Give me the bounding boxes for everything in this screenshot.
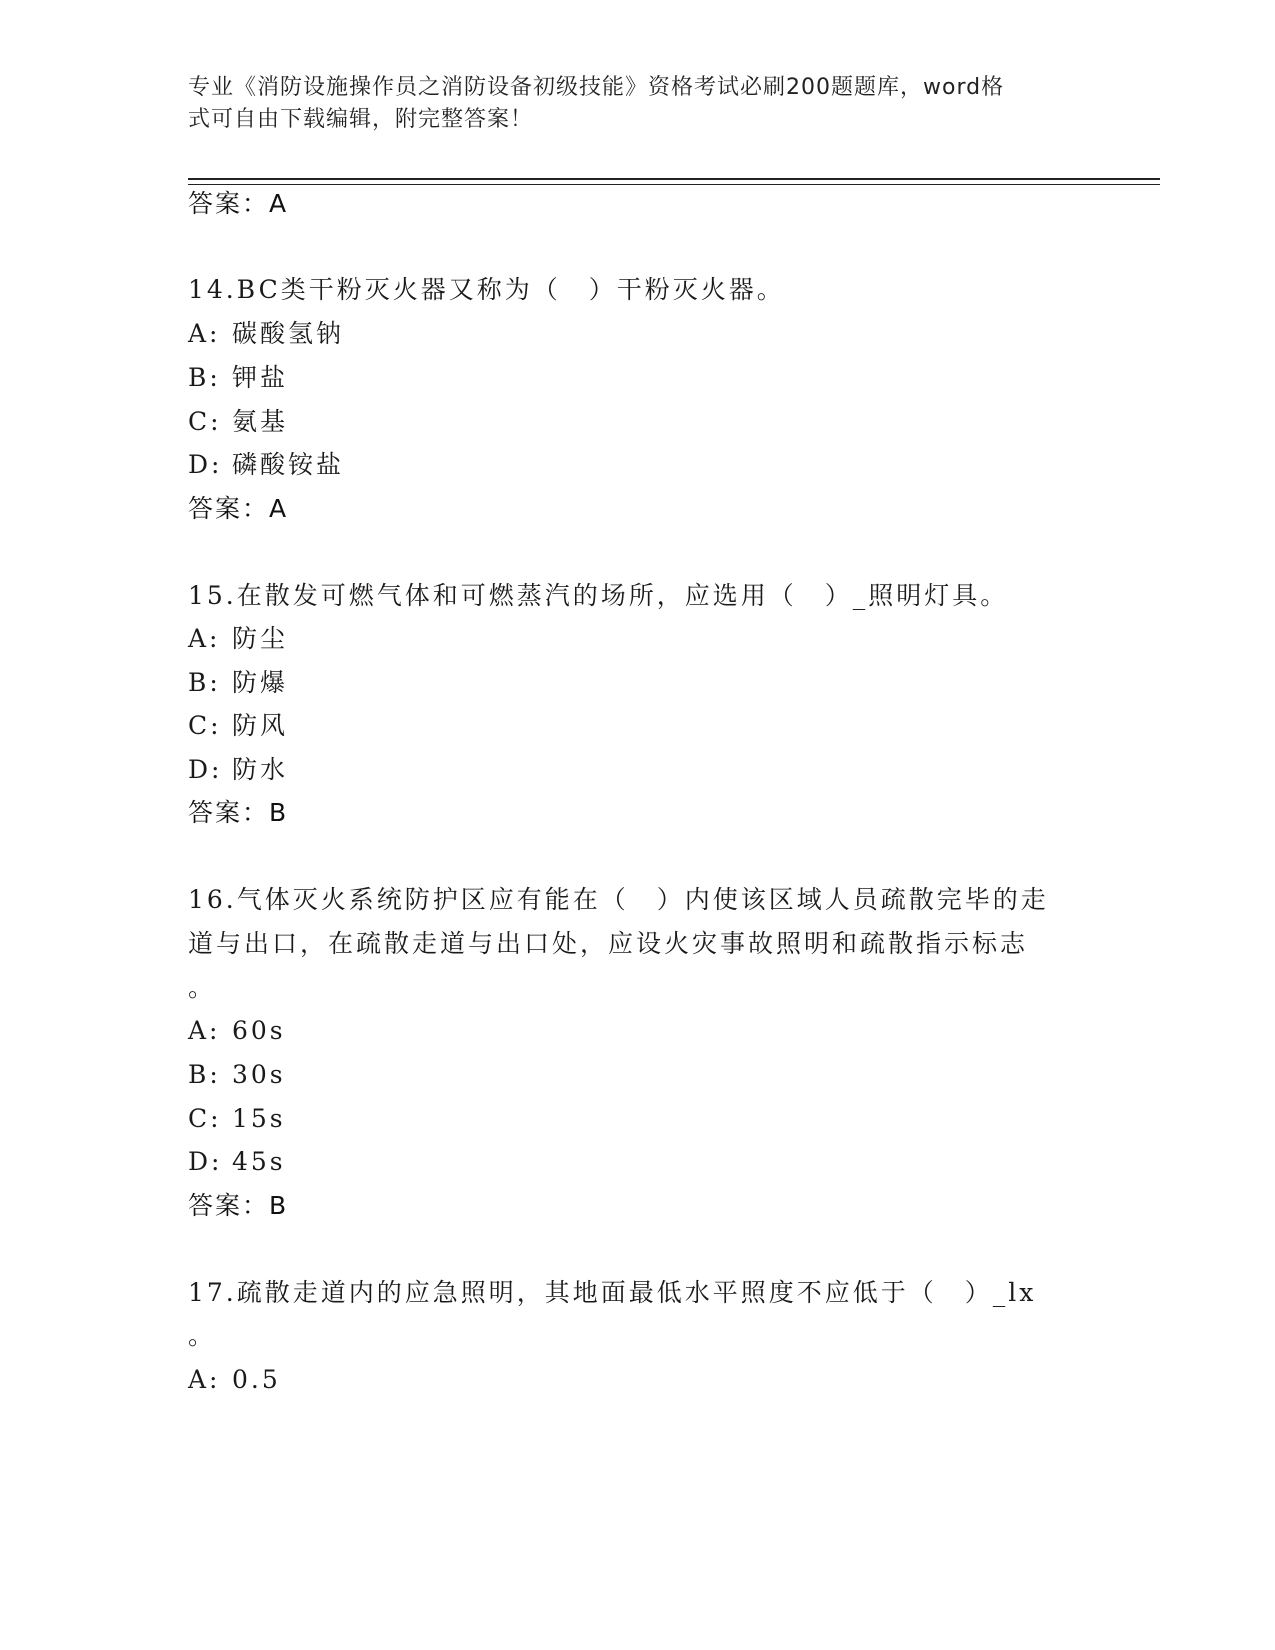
option-text: 防爆 (232, 668, 289, 697)
option-label: C: (188, 407, 222, 436)
question-14-option-a (188, 318, 344, 350)
option-label: B: (188, 363, 221, 392)
option-text: 钾盐 (232, 363, 289, 392)
option-text: 防水 (232, 755, 289, 784)
question-16-stem-line-3: 。 (188, 973, 217, 1002)
question-16-option-d (188, 1146, 286, 1178)
option-text: 碳酸氢钠 (232, 319, 345, 348)
question-15-stem: 15.在散发可燃气体和可燃蒸汽的场所，应选用（ ）_照明灯具。 (188, 581, 1009, 610)
question-14-option-c (188, 406, 288, 438)
option-label: A: (188, 1365, 221, 1394)
option-text: 30s (232, 1060, 286, 1089)
option-label: D: (188, 755, 223, 784)
option-label: D: (188, 450, 223, 479)
option-text: 0.5 (232, 1365, 281, 1394)
option-text: 60s (232, 1016, 286, 1045)
option-label: C: (188, 1104, 222, 1133)
option-label: A: (188, 624, 221, 653)
question-14-answer: 答案：A (188, 494, 289, 523)
option-label: B: (188, 1060, 221, 1089)
header-divider-thick (188, 178, 1160, 180)
question-14-option-b (188, 362, 288, 394)
question-15-option-b (188, 667, 288, 699)
option-text: 防风 (232, 711, 289, 740)
header-divider-thin (188, 184, 1160, 185)
option-label: B: (188, 668, 221, 697)
question-14-stem: 14.BC类干粉灭火器又称为（ ）干粉灭火器。 (188, 275, 785, 304)
header-line-1: 专业《消防设施操作员之消防设备初级技能》资格考试必刷200题题库，word格 (188, 75, 1005, 100)
previous-answer: 答案：A (188, 189, 289, 218)
question-14-option-d (188, 449, 344, 481)
question-17-stem-line-1: 17.疏散走道内的应急照明，其地面最低水平照度不应低于（ ）_lx (188, 1278, 1037, 1307)
question-17-stem-line-2: 。 (188, 1321, 217, 1350)
question-16-option-c (188, 1103, 286, 1135)
option-label: D: (188, 1147, 223, 1176)
question-16-stem-line-1: 16.气体灭火系统防护区应有能在（ ）内使该区域人员疏散完毕的走 (188, 885, 1049, 914)
question-16-answer: 答案：B (188, 1191, 289, 1220)
question-16-stem-line-2: 道与出口，在疏散走道与出口处，应设火灾事故照明和疏散指示标志 (188, 929, 1029, 958)
option-text: 磷酸铵盐 (232, 450, 345, 479)
document-header (188, 72, 1068, 136)
question-16-option-b (188, 1059, 286, 1091)
option-text: 防尘 (232, 624, 289, 653)
question-15-answer: 答案：B (188, 798, 289, 827)
option-text: 45s (232, 1147, 286, 1176)
question-15-option-a (188, 623, 288, 655)
option-text: 15s (232, 1104, 286, 1133)
question-15-option-d (188, 754, 288, 786)
question-17-option-a (188, 1364, 281, 1396)
question-16-option-a (188, 1015, 286, 1047)
question-15-option-c (188, 710, 288, 742)
header-line-2: 式可自由下载编辑，附完整答案！ (188, 107, 534, 132)
option-label: C: (188, 711, 222, 740)
option-label: A: (188, 1016, 221, 1045)
option-text: 氨基 (232, 407, 289, 436)
option-label: A: (188, 319, 221, 348)
